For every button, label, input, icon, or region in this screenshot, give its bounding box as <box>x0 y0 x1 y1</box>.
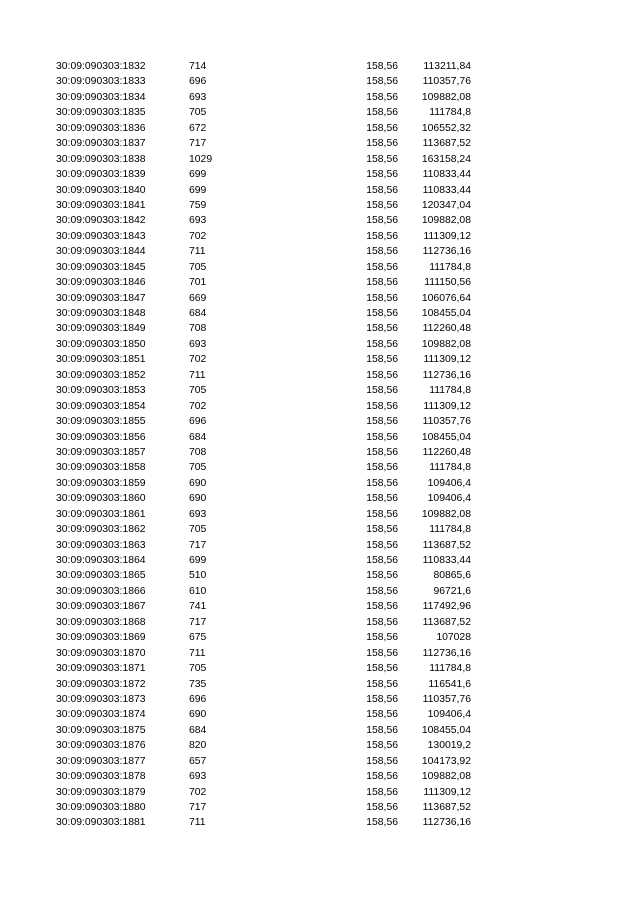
cadastral-number-cell: 30:09:090303:1881 <box>56 817 146 829</box>
rate-cell: 158,56 <box>366 632 398 644</box>
value-cell: 112260,48 <box>422 446 471 458</box>
value-cell: 109882,08 <box>421 771 471 783</box>
area-cell: 699 <box>189 184 207 196</box>
cadastral-number-cell: 30:09:090303:1843 <box>56 230 146 242</box>
cadastral-number-cell: 30:09:090303:1870 <box>56 647 146 659</box>
table-body <box>0 59 640 831</box>
value-cell: 112736,16 <box>422 246 471 258</box>
table-row <box>0 769 640 784</box>
value-cell: 111309,12 <box>423 400 471 412</box>
cadastral-number-cell: 30:09:090303:1861 <box>56 508 146 520</box>
table-row <box>0 615 640 630</box>
rate-cell: 158,56 <box>366 585 398 597</box>
table-row <box>0 260 640 275</box>
rate-cell: 158,56 <box>366 277 398 289</box>
value-cell: 109882,08 <box>421 215 471 227</box>
area-cell: 690 <box>189 477 207 489</box>
rate-cell: 158,56 <box>366 508 398 520</box>
value-cell: 111309,12 <box>423 354 471 366</box>
cadastral-number-cell: 30:09:090303:1869 <box>56 632 146 644</box>
value-cell: 108455,04 <box>421 724 471 736</box>
value-cell: 96721,6 <box>433 585 471 597</box>
rate-cell: 158,56 <box>366 91 398 103</box>
area-cell: 657 <box>189 755 207 767</box>
rate-cell: 158,56 <box>366 817 398 829</box>
value-cell: 111784,8 <box>429 107 471 119</box>
rate-cell: 158,56 <box>366 169 398 181</box>
value-cell: 111150,56 <box>424 277 471 289</box>
area-cell: 684 <box>189 308 207 319</box>
rate-cell: 158,56 <box>366 199 398 211</box>
table-row <box>0 538 640 553</box>
cadastral-number-cell: 30:09:090303:1875 <box>56 724 146 736</box>
value-cell: 111784,8 <box>429 663 471 675</box>
value-cell: 110357,76 <box>422 76 471 88</box>
cadastral-number-cell: 30:09:090303:1842 <box>56 215 146 227</box>
table-row <box>0 368 640 383</box>
cadastral-number-cell: 30:09:090303:1874 <box>56 709 146 721</box>
cadastral-number-cell: 30:09:090303:1848 <box>56 308 146 319</box>
value-cell: 113687,52 <box>422 802 471 813</box>
cadastral-number-cell: 30:09:090303:1850 <box>56 338 146 350</box>
value-cell: 110833,44 <box>422 555 471 566</box>
table-row <box>0 244 640 259</box>
rate-cell: 158,56 <box>366 416 398 428</box>
table-row <box>0 229 640 244</box>
cadastral-number-cell: 30:09:090303:1846 <box>56 277 146 289</box>
cadastral-number-cell: 30:09:090303:1872 <box>56 678 146 690</box>
value-cell: 113687,52 <box>422 539 471 551</box>
table-row <box>0 213 640 228</box>
table-row <box>0 445 640 460</box>
area-cell: 610 <box>189 585 207 597</box>
value-cell: 130019,2 <box>427 740 471 752</box>
cadastral-number-cell: 30:09:090303:1858 <box>56 462 146 474</box>
table-row <box>0 430 640 445</box>
area-cell: 702 <box>189 400 207 412</box>
rate-cell: 158,56 <box>366 555 398 566</box>
rate-cell: 158,56 <box>366 493 398 505</box>
value-cell: 112260,48 <box>422 323 471 335</box>
cadastral-number-cell: 30:09:090303:1880 <box>56 802 146 813</box>
rate-cell: 158,56 <box>366 385 398 397</box>
table-row <box>0 522 640 537</box>
rate-cell: 158,56 <box>366 663 398 675</box>
value-cell: 110357,76 <box>422 693 471 705</box>
area-cell: 690 <box>189 709 207 721</box>
value-cell: 112736,16 <box>422 647 471 659</box>
table-row <box>0 59 640 74</box>
value-cell: 109882,08 <box>421 91 471 103</box>
value-cell: 104173,92 <box>421 755 471 767</box>
rate-cell: 158,56 <box>366 323 398 335</box>
value-cell: 107028 <box>436 632 471 644</box>
rate-cell: 158,56 <box>366 693 398 705</box>
cadastral-number-cell: 30:09:090303:1847 <box>56 292 146 304</box>
area-cell: 820 <box>189 740 207 752</box>
table-row <box>0 738 640 753</box>
table-row <box>0 646 640 661</box>
table-row <box>0 352 640 367</box>
rate-cell: 158,56 <box>366 477 398 489</box>
rate-cell: 158,56 <box>366 246 398 258</box>
value-cell: 106552,32 <box>421 122 471 134</box>
data-table <box>0 59 640 831</box>
cadastral-number-cell: 30:09:090303:1856 <box>56 431 146 443</box>
cadastral-number-cell: 30:09:090303:1834 <box>56 91 146 103</box>
value-cell: 109882,08 <box>421 338 471 350</box>
area-cell: 717 <box>189 138 207 150</box>
value-cell: 111309,12 <box>423 230 471 242</box>
value-cell: 111784,8 <box>429 524 471 536</box>
cadastral-number-cell: 30:09:090303:1838 <box>56 153 146 165</box>
table-row <box>0 183 640 198</box>
cadastral-number-cell: 30:09:090303:1863 <box>56 539 146 551</box>
table-row <box>0 460 640 475</box>
value-cell: 112736,16 <box>422 817 471 829</box>
cadastral-number-cell: 30:09:090303:1865 <box>56 570 146 582</box>
area-cell: 510 <box>189 570 207 582</box>
table-row <box>0 306 640 321</box>
table-row <box>0 723 640 738</box>
area-cell: 705 <box>189 524 207 536</box>
table-row <box>0 707 640 722</box>
value-cell: 109406,4 <box>427 493 471 505</box>
cadastral-number-cell: 30:09:090303:1849 <box>56 323 146 335</box>
rate-cell: 158,56 <box>366 107 398 119</box>
rate-cell: 158,56 <box>366 138 398 150</box>
area-cell: 711 <box>189 246 206 258</box>
value-cell: 106076,64 <box>421 292 471 304</box>
rate-cell: 158,56 <box>366 709 398 721</box>
table-row <box>0 275 640 290</box>
table-row <box>0 90 640 105</box>
rate-cell: 158,56 <box>366 61 398 72</box>
cadastral-number-cell: 30:09:090303:1841 <box>56 199 146 211</box>
rate-cell: 158,56 <box>366 570 398 582</box>
rate-cell: 158,56 <box>366 215 398 227</box>
area-cell: 711 <box>189 647 206 659</box>
table-row <box>0 476 640 491</box>
area-cell: 693 <box>189 215 207 227</box>
rate-cell: 158,56 <box>366 462 398 474</box>
cadastral-number-cell: 30:09:090303:1868 <box>56 616 146 628</box>
area-cell: 696 <box>189 693 207 705</box>
area-cell: 696 <box>189 416 207 428</box>
area-cell: 696 <box>189 76 207 88</box>
area-cell: 684 <box>189 431 207 443</box>
value-cell: 110357,76 <box>422 416 471 428</box>
cadastral-number-cell: 30:09:090303:1844 <box>56 246 146 258</box>
cadastral-number-cell: 30:09:090303:1878 <box>56 771 146 783</box>
cadastral-number-cell: 30:09:090303:1836 <box>56 122 146 134</box>
cadastral-number-cell: 30:09:090303:1840 <box>56 184 146 196</box>
cadastral-number-cell: 30:09:090303:1833 <box>56 76 146 88</box>
rate-cell: 158,56 <box>366 771 398 783</box>
area-cell: 693 <box>189 508 207 520</box>
rate-cell: 158,56 <box>366 308 398 319</box>
rate-cell: 158,56 <box>366 755 398 767</box>
value-cell: 80865,6 <box>433 570 471 582</box>
rate-cell: 158,56 <box>366 230 398 242</box>
rate-cell: 158,56 <box>366 786 398 798</box>
value-cell: 109406,4 <box>427 709 471 721</box>
value-cell: 116541,6 <box>428 678 471 690</box>
area-cell: 693 <box>189 338 207 350</box>
cadastral-number-cell: 30:09:090303:1864 <box>56 555 146 566</box>
area-cell: 672 <box>189 122 207 134</box>
rate-cell: 158,56 <box>366 724 398 736</box>
value-cell: 112736,16 <box>422 369 471 381</box>
table-row <box>0 553 640 568</box>
cadastral-number-cell: 30:09:090303:1859 <box>56 477 146 489</box>
area-cell: 701 <box>189 277 207 289</box>
cadastral-number-cell: 30:09:090303:1857 <box>56 446 146 458</box>
table-row <box>0 74 640 89</box>
table-row <box>0 337 640 352</box>
table-row <box>0 661 640 676</box>
cadastral-number-cell: 30:09:090303:1855 <box>56 416 146 428</box>
table-row <box>0 198 640 213</box>
value-cell: 113211,84 <box>423 61 471 72</box>
table-row <box>0 785 640 800</box>
rate-cell: 158,56 <box>366 802 398 813</box>
cadastral-number-cell: 30:09:090303:1876 <box>56 740 146 752</box>
rate-cell: 158,56 <box>366 431 398 443</box>
rate-cell: 158,56 <box>366 76 398 88</box>
rate-cell: 158,56 <box>366 292 398 304</box>
table-row <box>0 507 640 522</box>
cadastral-number-cell: 30:09:090303:1845 <box>56 261 146 273</box>
area-cell: 705 <box>189 462 207 474</box>
table-row <box>0 692 640 707</box>
area-cell: 693 <box>189 771 207 783</box>
rate-cell: 158,56 <box>366 261 398 273</box>
area-cell: 741 <box>189 601 207 613</box>
table-row <box>0 754 640 769</box>
area-cell: 711 <box>189 369 206 381</box>
value-cell: 111309,12 <box>423 786 471 798</box>
value-cell: 120347,04 <box>421 199 471 211</box>
value-cell: 109406,4 <box>427 477 471 489</box>
value-cell: 111784,8 <box>429 261 471 273</box>
area-cell: 717 <box>189 616 207 628</box>
rate-cell: 158,56 <box>366 369 398 381</box>
area-cell: 684 <box>189 724 207 736</box>
area-cell: 705 <box>189 663 207 675</box>
rate-cell: 158,56 <box>366 647 398 659</box>
rate-cell: 158,56 <box>366 539 398 551</box>
rate-cell: 158,56 <box>366 122 398 134</box>
cadastral-number-cell: 30:09:090303:1839 <box>56 169 146 181</box>
value-cell: 110833,44 <box>422 169 471 181</box>
table-row <box>0 815 640 830</box>
value-cell: 113687,52 <box>422 616 471 628</box>
cadastral-number-cell: 30:09:090303:1871 <box>56 663 146 675</box>
table-row <box>0 584 640 599</box>
value-cell: 111784,8 <box>429 462 471 474</box>
value-cell: 111784,8 <box>429 385 471 397</box>
area-cell: 699 <box>189 169 207 181</box>
area-cell: 705 <box>189 385 207 397</box>
area-cell: 690 <box>189 493 207 505</box>
rate-cell: 158,56 <box>366 601 398 613</box>
area-cell: 717 <box>189 539 207 551</box>
cadastral-number-cell: 30:09:090303:1852 <box>56 369 146 381</box>
area-cell: 1029 <box>189 153 213 165</box>
rate-cell: 158,56 <box>366 338 398 350</box>
cadastral-number-cell: 30:09:090303:1862 <box>56 524 146 536</box>
rate-cell: 158,56 <box>366 400 398 412</box>
area-cell: 759 <box>189 199 207 211</box>
cadastral-number-cell: 30:09:090303:1860 <box>56 493 146 505</box>
rate-cell: 158,56 <box>366 524 398 536</box>
table-row <box>0 383 640 398</box>
cadastral-number-cell: 30:09:090303:1873 <box>56 693 146 705</box>
rate-cell: 158,56 <box>366 354 398 366</box>
rate-cell: 158,56 <box>366 153 398 165</box>
table-row <box>0 491 640 506</box>
value-cell: 113687,52 <box>422 138 471 150</box>
table-row <box>0 121 640 136</box>
value-cell: 109882,08 <box>421 508 471 520</box>
value-cell: 163158,24 <box>421 153 471 165</box>
cadastral-number-cell: 30:09:090303:1851 <box>56 354 146 366</box>
cadastral-number-cell: 30:09:090303:1866 <box>56 585 146 597</box>
value-cell: 108455,04 <box>421 431 471 443</box>
rate-cell: 158,56 <box>366 184 398 196</box>
value-cell: 110833,44 <box>422 184 471 196</box>
area-cell: 702 <box>189 354 207 366</box>
rate-cell: 158,56 <box>366 446 398 458</box>
cadastral-number-cell: 30:09:090303:1877 <box>56 755 146 767</box>
area-cell: 669 <box>189 292 207 304</box>
cadastral-number-cell: 30:09:090303:1854 <box>56 400 146 412</box>
cadastral-number-cell: 30:09:090303:1835 <box>56 107 146 119</box>
area-cell: 708 <box>189 323 207 335</box>
cadastral-number-cell: 30:09:090303:1837 <box>56 138 146 150</box>
table-row <box>0 399 640 414</box>
table-row <box>0 105 640 120</box>
area-cell: 702 <box>189 786 207 798</box>
table-row <box>0 136 640 151</box>
area-cell: 699 <box>189 555 207 566</box>
area-cell: 693 <box>189 91 207 103</box>
table-row <box>0 677 640 692</box>
cadastral-number-cell: 30:09:090303:1879 <box>56 786 146 798</box>
area-cell: 714 <box>189 61 207 72</box>
table-row <box>0 568 640 583</box>
value-cell: 108455,04 <box>421 308 471 319</box>
table-row <box>0 167 640 182</box>
table-row <box>0 630 640 645</box>
rate-cell: 158,56 <box>366 616 398 628</box>
area-cell: 711 <box>189 817 206 829</box>
rate-cell: 158,56 <box>366 678 398 690</box>
table-row <box>0 800 640 815</box>
area-cell: 675 <box>189 632 207 644</box>
area-cell: 708 <box>189 446 207 458</box>
cadastral-number-cell: 30:09:090303:1832 <box>56 61 146 72</box>
table-row <box>0 152 640 167</box>
area-cell: 702 <box>189 230 207 242</box>
rate-cell: 158,56 <box>366 740 398 752</box>
table-row <box>0 321 640 336</box>
area-cell: 705 <box>189 261 207 273</box>
table-row <box>0 291 640 306</box>
value-cell: 117492,96 <box>422 601 471 613</box>
table-row <box>0 414 640 429</box>
cadastral-number-cell: 30:09:090303:1867 <box>56 601 146 613</box>
cadastral-number-cell: 30:09:090303:1853 <box>56 385 146 397</box>
table-row <box>0 599 640 614</box>
area-cell: 735 <box>189 678 207 690</box>
area-cell: 705 <box>189 107 207 119</box>
area-cell: 717 <box>189 802 207 813</box>
